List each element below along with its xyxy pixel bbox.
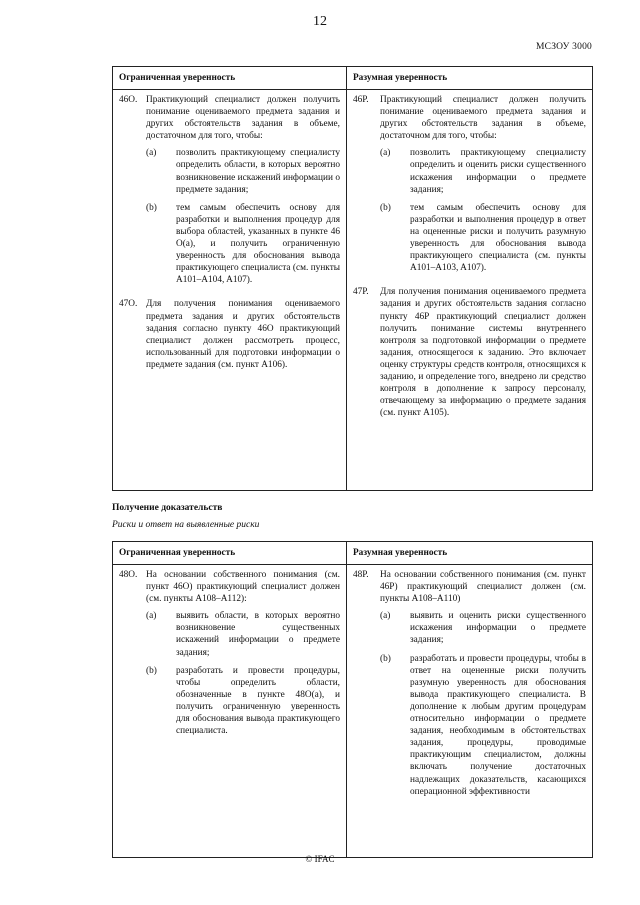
paragraph [119,569,340,743]
subparagraph-letter: (a) [380,611,391,622]
subparagraph-letter: (a) [380,148,391,159]
subparagraph-text: разработать и провести процедуры, чтобы определить области, обозначенные в пункте 48О(a), и получить ограниченную уверенность для обоснования вывода практикующего специалиста. [176,665,340,737]
paragraph-text: На основании собственного понимания (см. пункт 46О) практикующий специалист должен (см. пункты A108–A112): [146,570,340,605]
reasonable-assurance-column [347,565,593,858]
paragraph [119,298,340,371]
subparagraph-letter: (b) [146,202,157,213]
subparagraph-text: тем самым обеспечить основу для разработки и выполнения процедур в ответ на оцененные риски и получить разумную уверенность для обоснования вывода практикующего специалиста (см. пункты A101–A103, A107). [410,202,586,274]
subparagraph [380,653,586,798]
limited-assurance-column [113,565,347,858]
subparagraph-letter: (b) [146,665,157,676]
subparagraph [146,610,340,658]
paragraph-number: 46Р. [353,95,369,105]
subparagraph-letter: (b) [380,653,391,664]
subparagraph-letter: (b) [380,202,391,213]
subparagraph [380,147,586,195]
subparagraph-text: выявить и оценить риски существенного искажения информации о предмете задания; [410,611,586,646]
subparagraph [380,202,586,275]
reasonable-assurance-column [347,90,593,491]
subparagraph [146,147,340,195]
paragraph [119,94,340,292]
subparagraph-letter: (a) [146,148,157,159]
subparagraph-text: позволить практикующему специалисту определить и оценить риски существенного искажения информации о предмете задания; [410,148,586,195]
paragraph [353,94,586,280]
paragraph [353,569,586,804]
subparagraph [380,610,586,646]
footer-copyright: © IFAC [305,854,335,864]
limited-assurance-header: Ограниченная уверенность [113,542,347,565]
paragraph-text: Для получения понимания оцениваемого предмета задания и других обстоятельств задания согласно пункту 46Р практикующий специалист должен получить понимание системы внутреннего контроля за подготовкой информации о предмете задания, относящегося к заданию. Это включает оценку структуры средств контроля, относящихся к заданию, и определение того, внедрено ли средство контроля в дополнение к запросу персоналу, отвечающему за информацию о предмете задания (см. пункт A105). [380,287,586,419]
subparagraph-text: позволить практикующему специалисту определить области, в которых вероятно возникновение искажений информации о предмете задания; [176,148,340,195]
section-subtitle: Риски и ответ на выявленные риски [112,520,260,530]
paragraph-text: На основании собственного понимания (см. пункт 46Р) практикующий специалист должен (см. пункты A108–A110) [380,570,586,605]
paragraph-number: 48Р. [353,570,369,580]
subparagraph-text: выявить области, в которых вероятно возникновение существенных искажений информации о предмете задания; [176,611,340,658]
standard-code: МСЗОУ 3000 [536,42,592,52]
paragraph [353,286,586,419]
paragraph-number: 48О. [119,570,138,580]
paragraph-number: 46О. [119,95,138,105]
paragraph-number: 47Р. [353,287,369,298]
paragraph-text: Практикующий специалист должен получить понимание оцениваемого предмета задания и других обстоятельств задания в объеме, достаточном для того, чтобы: [380,95,586,142]
paragraph-text: Практикующий специалист должен получить понимание оцениваемого предмета задания и других обстоятельств задания в объеме, достаточном для того, чтобы: [146,95,340,142]
comparison-table-1 [112,66,593,491]
reasonable-assurance-header: Разумная уверенность [347,542,593,565]
subparagraph [146,665,340,738]
subparagraph-text: разработать и провести процедуры, чтобы в ответ на оцененные риски получить разумную уверенность для обоснования вывода практикующего специалиста. В дополнение к любым другим процедурам относительно информации о предмете задания, необходимым в обстоятельствах задания, процедуры, проводимые практикующим специалистом, должны включать получение достаточных надлежащих доказательств, касающихся операционной эффективности [410,653,586,797]
limited-assurance-column [113,90,347,491]
subparagraph-letter: (a) [146,611,157,622]
section-title: Получение доказательств [112,503,223,513]
page-number: 12 [313,14,327,29]
paragraph-number: 47О. [119,299,138,310]
subparagraph [146,202,340,287]
limited-assurance-header: Ограниченная уверенность [113,67,347,90]
paragraph-text: Для получения понимания оцениваемого предмета задания и других обстоятельств задания согласно пункту 46О практикующий специалист должен рассмотреть процесс, использованный для подготовки информации о предмете задания (см. пункт A106). [146,299,340,370]
subparagraph-text: тем самым обеспечить основу для разработки и выполнения процедур для выбора областей, указанных в пункте 46 О(a), и получить ограниченную уверенность для обоснования вывода практикующего специалиста (см. пункты A101–A104, A107). [176,202,340,286]
comparison-table-2 [112,541,593,858]
reasonable-assurance-header: Разумная уверенность [347,67,593,90]
